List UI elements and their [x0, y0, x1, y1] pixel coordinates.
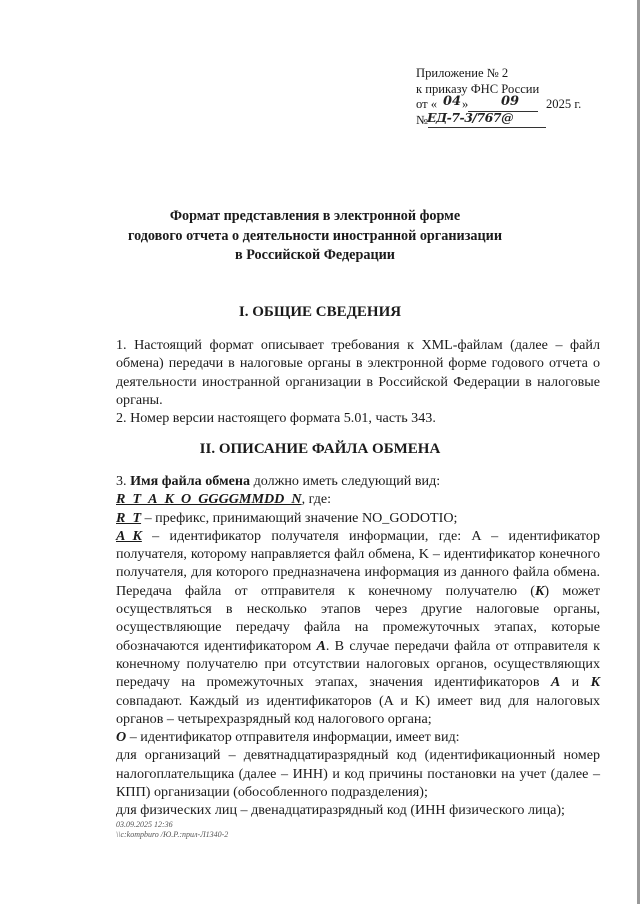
document-footer: [116, 820, 228, 840]
file-name-pattern: R_T_A_K_O_GGGGMMDD_N: [116, 491, 302, 508]
ak-text-3: . В случае передачи файла от отправителя к конечному получателю при отсутствии налоговых органов, осуществляющих передачу на промежуточных этапах, значения идентификаторов: [116, 637, 600, 691]
ak-definition: [116, 527, 600, 728]
o-definition: [116, 728, 600, 746]
ak-a-2: A: [550, 674, 561, 691]
title-line-1: Формат представления в электронной форме: [169, 208, 461, 224]
footer-line-2: \\c:kompburo /Ю.Р.:прил-Л1340-2: [116, 830, 229, 839]
pattern-line: [116, 490, 600, 508]
date-mid: »: [462, 97, 469, 111]
number-prefix: №: [416, 112, 429, 127]
appendix-block: [416, 66, 626, 128]
footer-line-1: 03.09.2025 12:36: [116, 820, 173, 829]
date-prefix: от «: [416, 97, 438, 111]
ak-text-2: ) может осуществляться в несколько этапов через другие налоговые органы, осуществляющие передачу файла на промежуточных этапах, которые обозначаются идентификатором: [116, 582, 600, 654]
section-2-heading: II. ОПИСАНИЕ ФАЙЛА ОБМЕНА: [199, 441, 441, 457]
paragraph-3: [116, 472, 600, 490]
rt-definition: [116, 509, 600, 527]
appendix-line-1: Приложение № 2: [416, 66, 509, 80]
title-line-2: годового отчета о деятельности иностранной организации: [127, 227, 503, 244]
rt-code: R_T: [116, 509, 142, 526]
ak-and: и: [560, 674, 591, 691]
ak-k-1: K: [535, 582, 545, 599]
date-year: 2025 г.: [546, 97, 582, 111]
p3-rest: должно иметь следующий вид:: [250, 473, 441, 489]
title-line-3: в Российской Федерации: [235, 247, 395, 263]
individuals-definition: для физических лиц – двенадцатиразрядный код (ИНН физического лица);: [116, 802, 565, 819]
ak-text-4: совпадают. Каждый из идентификаторов (A и K) имеет вид для налоговых органов – четырехразрядный код налогового органа;: [116, 692, 600, 727]
ak-k-2: K: [590, 674, 601, 691]
paragraph-2: 2. Номер версии настоящего формата 5.01, часть 343.: [116, 410, 436, 427]
paragraph-1: 1. Настоящий формат описывает требования к XML-файлам (далее – файл обмена) передачи в налоговые органы в электронной форме годового отчета о деятельности иностранной организации в Российской Федерации в налоговые органы.: [116, 337, 600, 408]
organizations-definition: для организаций – девятнадцатиразрядный код (идентификационный номер налогоплательщика (далее – ИНН) и код причины постановки на учет (далее – КПП) организации (обособленного подразделения);: [116, 747, 600, 801]
appendix-line-2: к приказу ФНС России: [416, 81, 540, 96]
handwritten-number: ЕД-7-3/767@: [427, 109, 514, 125]
ak-code: A_K: [116, 527, 142, 544]
document-title: [80, 207, 550, 266]
appendix-number-line: [416, 109, 626, 129]
handwritten-day: 04: [443, 94, 462, 109]
section-2-body: [116, 472, 600, 820]
o-text: – идентификатор отправителя информации, имеет вид:: [126, 729, 460, 746]
pattern-rest: , где:: [301, 491, 332, 508]
rt-text: – префикс, принимающий значение NO_GODOTIO;: [141, 509, 458, 526]
p3-bold-term: Имя файла обмена: [130, 473, 251, 489]
section-1-heading: I. ОБЩИЕ СВЕДЕНИЯ: [238, 304, 402, 320]
ak-a-1: A: [316, 637, 326, 654]
handwritten-month: 09: [501, 94, 520, 109]
o-code: O: [116, 729, 127, 746]
p3-number: 3.: [116, 473, 131, 489]
section-1-body: [116, 336, 600, 427]
ak-text-1: – идентификатор получателя информации, где: A – идентификатор получателя, которому направляется файл обмена, K – идентификатор конечного получателя, для которого предназначена информация из данного файла обмена. Передача файла от отправителя к конечному получателю (: [116, 527, 600, 599]
number-underline: [428, 127, 546, 128]
